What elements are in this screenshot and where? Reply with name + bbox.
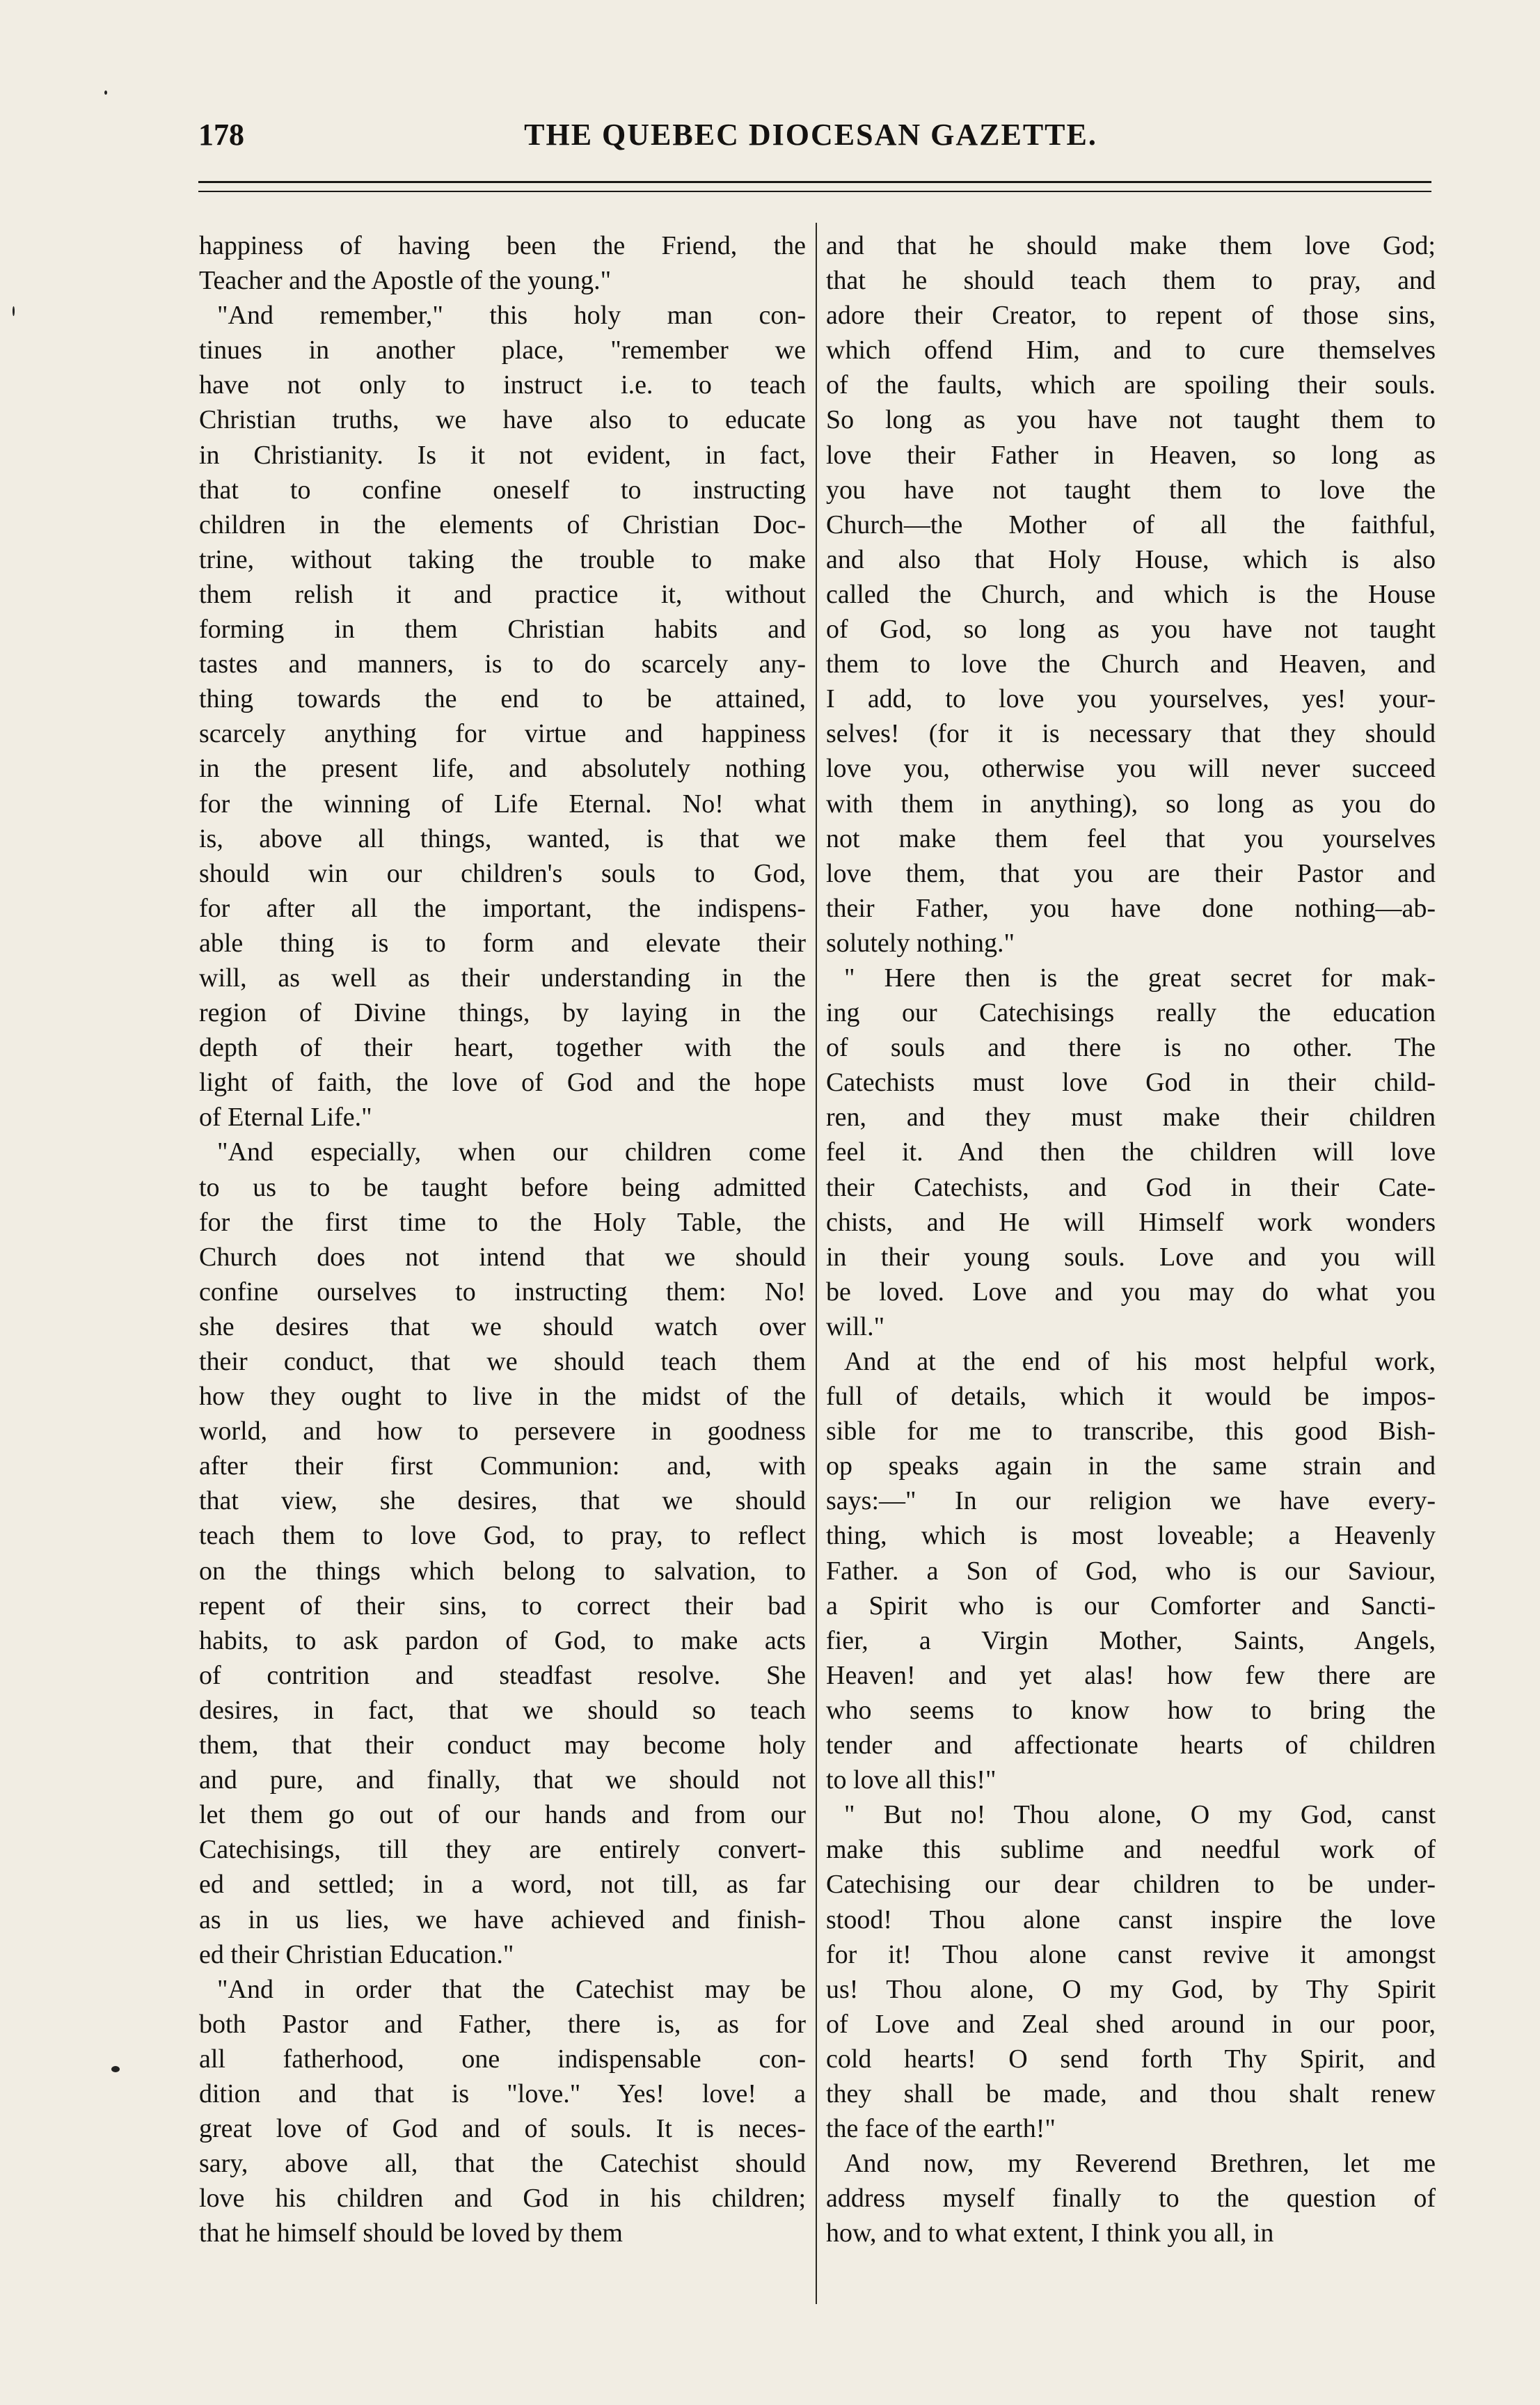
text-line: thing towards the end to be attained,	[199, 684, 806, 714]
text-line: that view, she desires, that we should	[199, 1486, 806, 1516]
text-line: depth of their heart, together with the	[199, 1033, 806, 1063]
text-line: is, above all things, wanted, is that we	[199, 823, 806, 853]
text-line: sary, above all, that the Catechist should	[199, 2149, 806, 2179]
text-line: love you, otherwise you will never succeed	[826, 754, 1436, 784]
text-line: great love of God and of souls. It is neces-	[199, 2114, 806, 2144]
text-line: Church—the Mother of all the faithful,	[826, 510, 1436, 539]
text-line: Heaven! and yet alas! how few there are	[826, 1660, 1436, 1690]
text-line: after their first Communion: and, with	[199, 1451, 806, 1481]
text-line: them relish it and practice it, without	[199, 579, 806, 609]
header-rule-bottom	[198, 191, 1431, 192]
text-line: who seems to know how to bring the	[826, 1695, 1436, 1725]
text-line: " But no! Thou alone, O my God, canst	[844, 1800, 1436, 1830]
text-line: have not only to instruct i.e. to teach	[199, 370, 806, 400]
header-rule-top	[198, 181, 1431, 183]
journal-title: THE QUEBEC DIOCESAN GAZETTE.	[524, 118, 1097, 152]
text-line: selves! (for it is necessary that they should	[826, 719, 1436, 749]
text-line: of God, so long as you have not taught	[826, 615, 1436, 645]
text-line: light of faith, the love of God and the hope	[199, 1068, 806, 1098]
text-line: of the faults, which are spoiling their souls.	[826, 370, 1436, 400]
text-line: trine, without taking the trouble to make	[199, 544, 806, 574]
text-line: "And remember," this holy man con-	[217, 301, 806, 331]
text-line: us! Thou alone, O my God, by Thy Spirit	[826, 1974, 1436, 2004]
text-line: the face of the earth!"	[826, 2114, 1056, 2144]
text-line: as in us lies, we have achieved and finish-	[199, 1905, 806, 1934]
text-line: ed and settled; in a word, not till, as far	[199, 1870, 806, 1900]
text-line: Catechists must love God in their child-	[826, 1068, 1436, 1098]
text-line: and pure, and finally, that we should not	[199, 1765, 806, 1795]
text-line: them to love the Church and Heaven, and	[826, 649, 1436, 679]
text-line: scarcely anything for virtue and happiness	[199, 719, 806, 749]
text-line: dition and that is "love." Yes! love! a	[199, 2079, 806, 2108]
text-line: she desires that we should watch over	[199, 1311, 806, 1341]
text-line: Catechisings, till they are entirely convert-	[199, 1835, 806, 1865]
text-line: sible for me to transcribe, this good Bish-	[826, 1417, 1436, 1446]
text-line: on the things which belong to salvation, to	[199, 1556, 806, 1586]
text-line: confine ourselves to instructing them: No!	[199, 1277, 806, 1307]
text-line: ren, and they must make their children	[826, 1103, 1436, 1133]
text-line: them, that their conduct may become holy	[199, 1730, 806, 1760]
text-line: Father. a Son of God, who is our Saviour,	[826, 1556, 1436, 1586]
text-line: both Pastor and Father, there is, as for	[199, 2009, 806, 2039]
text-line: which offend Him, and to cure themselves	[826, 336, 1436, 365]
text-line: all fatherhood, one indispensable con-	[199, 2044, 806, 2074]
text-line: should win our children's souls to God,	[199, 858, 806, 888]
text-line: Christian truths, we have also to educate	[199, 405, 806, 435]
text-column-left	[199, 228, 806, 2250]
text-line: make this sublime and needful work of	[826, 1835, 1436, 1865]
text-line: forming in them Christian habits and	[199, 615, 806, 645]
text-line: solutely nothing."	[826, 928, 1015, 958]
text-line: how, and to what extent, I think you all, in	[826, 2218, 1274, 2248]
text-line: repent of their sins, to correct their bad	[199, 1591, 806, 1621]
text-line: that he himself should be loved by them	[199, 2218, 623, 2248]
scan-speck	[111, 2066, 120, 2072]
text-line: feel it. And then the children will love	[826, 1137, 1436, 1167]
text-line: you have not taught them to love the	[826, 475, 1436, 505]
text-line: So long as you have not taught them to	[826, 405, 1436, 435]
text-line: op speaks again in the same strain and	[826, 1451, 1436, 1481]
text-line: their Father, you have done nothing—ab-	[826, 893, 1436, 923]
text-line: love his children and God in his children;	[199, 2184, 806, 2214]
text-line: full of details, which it would be impos-	[826, 1382, 1436, 1412]
text-line: that to confine oneself to instructing	[199, 475, 806, 505]
text-line: fier, a Virgin Mother, Saints, Angels,	[826, 1625, 1436, 1655]
text-line: called the Church, and which is the House	[826, 579, 1436, 609]
text-line: in their young souls. Love and you will	[826, 1242, 1436, 1272]
text-line: their conduct, that we should teach them	[199, 1347, 806, 1376]
text-line: And now, my Reverend Brethren, let me	[844, 2149, 1436, 2179]
text-line: stood! Thou alone canst inspire the love	[826, 1905, 1436, 1934]
text-line: not make them feel that you yourselves	[826, 823, 1436, 853]
text-line: able thing is to form and elevate their	[199, 928, 806, 958]
text-line: happiness of having been the Friend, the	[199, 231, 806, 260]
text-line: chists, and He will Himself work wonders	[826, 1207, 1436, 1237]
text-line: ing our Catechisings really the education	[826, 998, 1436, 1028]
text-line: adore their Creator, to repent of those sins,	[826, 301, 1436, 331]
page-number: 178	[198, 118, 244, 152]
text-line: and also that Holy House, which is also	[826, 544, 1436, 574]
text-line: world, and how to persevere in goodness	[199, 1417, 806, 1446]
text-column-right	[826, 228, 1436, 2250]
text-line: will."	[826, 1311, 885, 1341]
text-line: And at the end of his most helpful work,	[844, 1347, 1436, 1376]
text-line: I add, to love you yourselves, yes! your-	[826, 684, 1436, 714]
text-line: desires, in fact, that we should so teach	[199, 1695, 806, 1725]
page-header	[198, 117, 1423, 159]
scan-speck	[104, 90, 107, 95]
text-line: with them in anything), so long as you do	[826, 789, 1436, 819]
text-line: Teacher and the Apostle of the young."	[199, 266, 612, 296]
column-divider	[816, 223, 817, 2304]
text-line: habits, to ask pardon of God, to make acts	[199, 1625, 806, 1655]
text-line: of Love and Zeal shed around in our poor,	[826, 2009, 1436, 2039]
text-line: and that he should make them love God;	[826, 231, 1436, 260]
text-line: cold hearts! O send forth Thy Spirit, and	[826, 2044, 1436, 2074]
text-line: tender and affectionate hearts of children	[826, 1730, 1436, 1760]
text-line: let them go out of our hands and from our	[199, 1800, 806, 1830]
scan-speck	[13, 306, 15, 316]
text-line: "And in order that the Catechist may be	[217, 1974, 806, 2004]
text-line: they shall be made, and thou shalt renew	[826, 2079, 1436, 2108]
text-line: region of Divine things, by laying in the	[199, 998, 806, 1028]
text-line: of Eternal Life."	[199, 1103, 372, 1133]
text-line: love them, that you are their Pastor and	[826, 858, 1436, 888]
text-line: will, as well as their understanding in the	[199, 963, 806, 993]
text-line: in Christianity. Is it not evident, in fact,	[199, 440, 806, 470]
text-line: " Here then is the great secret for mak-	[844, 963, 1436, 993]
text-line: their Catechists, and God in their Cate-	[826, 1172, 1436, 1202]
text-line: says:—" In our religion we have every-	[826, 1486, 1436, 1516]
text-line: for the first time to the Holy Table, the	[199, 1207, 806, 1237]
text-line: for after all the important, the indispens-	[199, 893, 806, 923]
text-line: that he should teach them to pray, and	[826, 266, 1436, 296]
text-line: be loved. Love and you may do what you	[826, 1277, 1436, 1307]
text-line: tastes and manners, is to do scarcely any-	[199, 649, 806, 679]
text-line: children in the elements of Christian Doc-	[199, 510, 806, 539]
text-line: thing, which is most loveable; a Heavenly	[826, 1521, 1436, 1551]
text-line: a Spirit who is our Comforter and Sancti-	[826, 1591, 1436, 1621]
text-line: for the winning of Life Eternal. No! what	[199, 789, 806, 819]
text-line: of contrition and steadfast resolve. She	[199, 1660, 806, 1690]
text-line: for it! Thou alone canst revive it amongst	[826, 1939, 1436, 1969]
text-line: ed their Christian Education."	[199, 1939, 514, 1969]
text-line: teach them to love God, to pray, to reflect	[199, 1521, 806, 1551]
text-line: in the present life, and absolutely nothing	[199, 754, 806, 784]
text-line: to us to be taught before being admitted	[199, 1172, 806, 1202]
text-line: "And especially, when our children come	[217, 1137, 806, 1167]
text-line: Catechising our dear children to be under-	[826, 1870, 1436, 1900]
text-line: to love all this!"	[826, 1765, 997, 1795]
text-line: love their Father in Heaven, so long as	[826, 440, 1436, 470]
text-line: how they ought to live in the midst of the	[199, 1382, 806, 1412]
text-line: Church does not intend that we should	[199, 1242, 806, 1272]
text-line: tinues in another place, "remember we	[199, 336, 806, 365]
text-line: address myself finally to the question of	[826, 2184, 1436, 2214]
text-line: of souls and there is no other. The	[826, 1033, 1436, 1063]
